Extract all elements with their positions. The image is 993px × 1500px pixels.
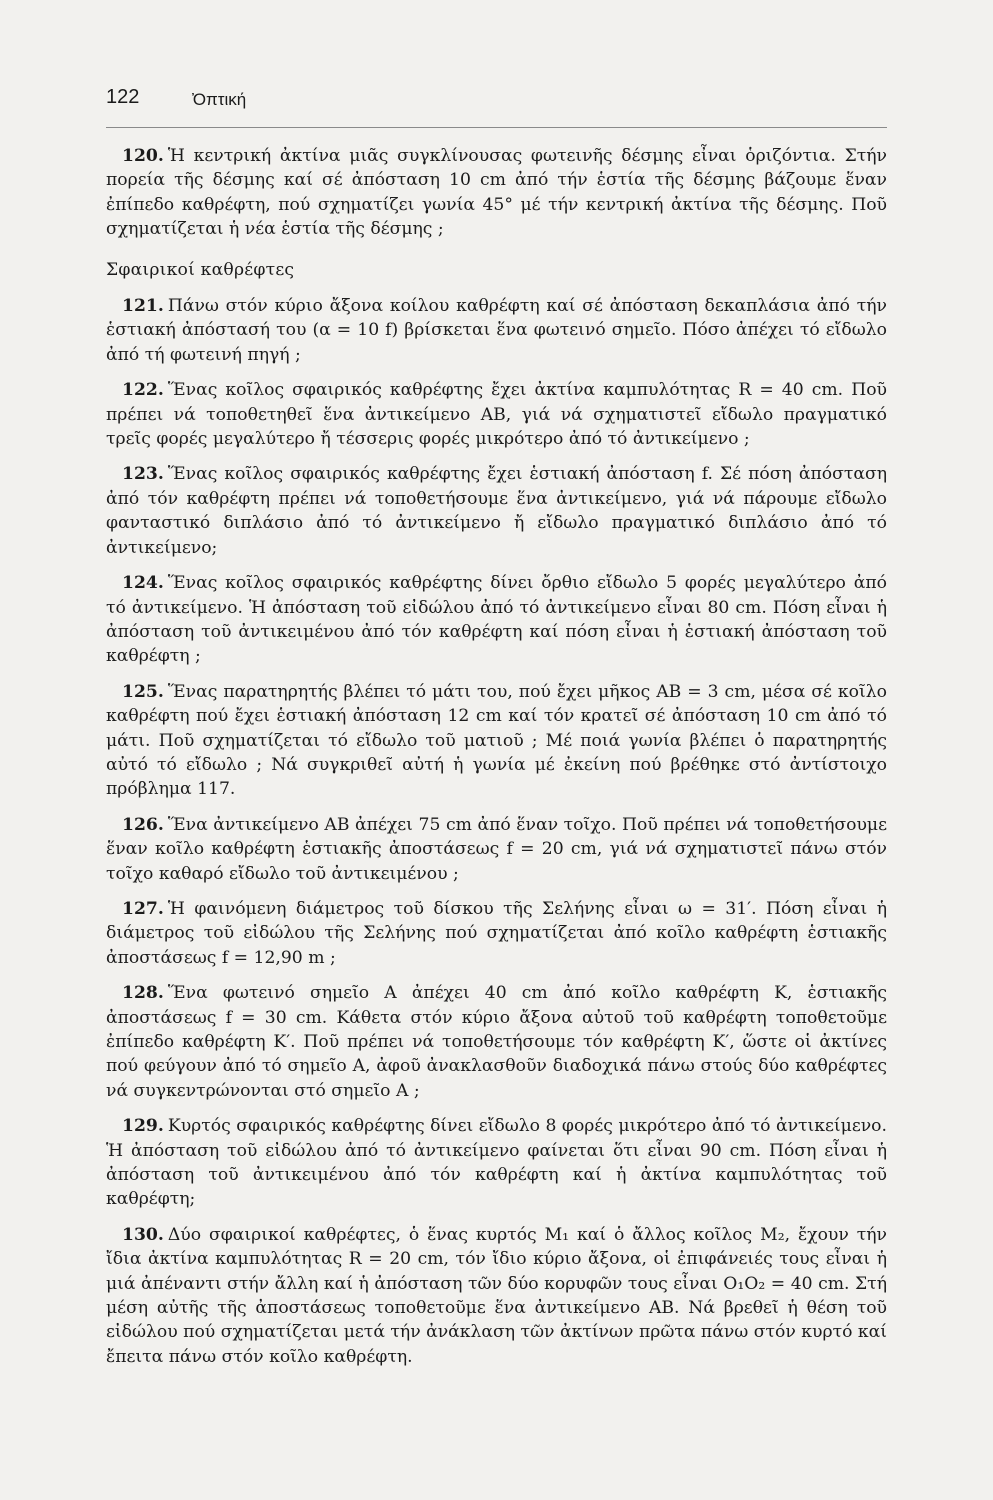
problem-number: 121.: [122, 296, 164, 317]
problem-125: [106, 680, 887, 802]
problem-text: Ἕνα φωτεινό σημεῖο A ἀπέχει 40 cm ἀπό κοῖλο καθρέφτη K, ἑστιακῆς ἀποστάσεως f = 30 cm. Κάθετα στόν κύριο ἄξονα αὐτοῦ τοῦ καθρέφτη τοποθετοῦμε ἐπίπεδο καθρέφτη K′. Ποῦ πρέπει νά τοποθετήσουμε τόν καθρέφτη K′, ὥστε οἱ ἀκτίνες πού φεύγουν ἀπό τό σημεῖο A, ἀφοῦ ἀνακλασθοῦν διαδοχικά πάνω στούς δύο καθρέφτες νά συγκεντρώνονται στό σημεῖο A ;: [106, 983, 887, 1101]
problem-number: 130.: [122, 1224, 164, 1245]
problem-120: [106, 144, 887, 242]
problem-123: [106, 462, 887, 560]
problem-text: Ἡ φαινόμενη διάμετρος τοῦ δίσκου τῆς Σελήνης εἶναι ω = 31′. Πόση εἶναι ἡ διάμετρος τοῦ εἰδώλου τῆς Σελήνης πού σχηματίζεται ἀπό κοῖλο καθρέφτη ἑστιακῆς ἀποστάσεως f = 12,90 m ;: [106, 898, 887, 968]
problem-number: 126.: [122, 814, 164, 835]
problem-text: Πάνω στόν κύριο ἄξονα κοίλου καθρέφτη καί σέ ἀπόσταση δεκαπλάσια ἀπό τήν ἑστιακή ἀπόστασή του (α = 10 f) βρίσκεται ἕνα φωτεινό σημεῖο. Πόσο ἀπέχει τό εἴδωλο ἀπό τή φωτεινή πηγή ;: [106, 296, 887, 365]
problem-text: Κυρτός σφαιρικός καθρέφτης δίνει εἴδωλο 8 φορές μικρότερο ἀπό τό ἀντικείμενο. Ἡ ἀπόσταση τοῦ εἰδώλου ἀπό τό ἀντικείμενο φαίνεται ὅτι εἶναι 90 cm. Πόση εἶναι ἡ ἀπόσταση τοῦ ἀντικειμένου ἀπό τόν καθρέφτη καί ἡ ἀκτίνα καμπυλότητας τοῦ καθρέφτη;: [106, 1116, 887, 1210]
problem-number: 120.: [122, 146, 164, 166]
problem-126: [106, 813, 887, 886]
problem-list-a: [106, 144, 887, 242]
problem-128: [106, 981, 887, 1103]
page-header: [106, 86, 886, 122]
problem-number: 123.: [122, 464, 164, 485]
problem-122: [106, 378, 887, 451]
header-rule: [106, 127, 887, 128]
problem-text: Ἕνας παρατηρητής βλέπει τό μάτι του, πού ἔχει μῆκος AB = 3 cm, μέσα σέ κοῖλο καθρέφτη πού ἔχει ἑστιακή ἀπόσταση 12 cm καί τόν κρατεῖ σέ ἀπόσταση 10 cm ἀπό τό μάτι. Ποῦ σχηματίζεται τό εἴδωλο τοῦ ματιοῦ ; Μέ ποιά γωνία βλέπει ὁ παρατηρητής αὐτό τό εἴδωλο ; Νά συγκριθεῖ αὐτή ἡ γωνία μέ ἐκείνη πού βρέθηκε στό ἀντίστοιχο πρόβλημα 117.: [106, 681, 887, 800]
problem-number: 124.: [122, 573, 164, 594]
problem-text: Δύο σφαιρικοί καθρέφτες, ὁ ἕνας κυρτός M₁ καί ὁ ἄλλος κοῖλος M₂, ἔχουν τήν ἴδια ἀκτίνα καμπυλότητας R = 20 cm, τόν ἴδιο κύριο ἄξονα, οἱ ἐπιφάνειές τους εἶναι ἡ μιά ἀπέναντι στήν ἄλλη καί ἡ ἀπόσταση τῶν δύο κορυφῶν τους εἶναι O₁O₂ = 40 cm. Στή μέση αὐτῆς τῆς ἀποστάσεως τοποθετοῦμε ἕνα ἀντικείμενο AB. Νά βρεθεῖ ἡ θέση τοῦ εἰδώλου πού σχηματίζεται μετά τήν ἀνάκλαση τῶν ἀκτίνων πρῶτα πάνω στόν κυρτό καί ἔπειτα πάνω στόν κοῖλο καθρέφτη.: [106, 1224, 887, 1367]
problem-121: [106, 294, 887, 367]
problem-text: Ἕνας κοῖλος σφαιρικός καθρέφτης ἔχει ἀκτίνα καμπυλότητας R = 40 cm. Ποῦ πρέπει νά τοποθετηθεῖ ἕνα ἀντικείμενο AB, γιά νά σχηματιστεῖ εἴδωλο πραγματικό τρεῖς φορές μεγαλύτερο ἤ τέσσερις φορές μικρότερο ἀπό τό ἀντικείμενο ;: [106, 380, 887, 450]
section-heading: Σφαιρικοί καθρέφτες: [106, 259, 295, 280]
problem-text: Ἕνας κοῖλος σφαιρικός καθρέφτης δίνει ὄρθιο εἴδωλο 5 φορές μεγαλύτερο ἀπό τό ἀντικείμενο. Ἡ ἀπόσταση τοῦ εἰδώλου ἀπό τό ἀντικείμενο εἶναι 80 cm. Πόση εἶναι ἡ ἀπόσταση τοῦ ἀντικειμένου ἀπό τόν καθρέφτη καί πόση εἶναι ἡ ἑστιακή ἀπόσταση τοῦ καθρέφτη ;: [106, 573, 887, 667]
problem-number: 127.: [122, 898, 164, 919]
page-number: 122: [106, 86, 140, 108]
problem-number: 122.: [122, 380, 164, 401]
problem-130: [106, 1223, 887, 1369]
problem-text: Ἕνα ἀντικείμενο AB ἀπέχει 75 cm ἀπό ἕναν τοῖχο. Ποῦ πρέπει νά τοποθετήσουμε ἕναν κοῖλο καθρέφτη ἑστιακῆς ἀποστάσεως f = 20 cm, γιά νά σχηματιστεῖ πάνω στόν τοῖχο καθαρό εἴδωλο τοῦ ἀντικειμένου ;: [106, 814, 887, 884]
problem-127: [106, 897, 887, 970]
problem-number: 129.: [122, 1116, 164, 1137]
problem-number: 125.: [122, 681, 164, 702]
running-title: Ὀπτική: [192, 90, 247, 109]
problem-text: Ἡ κεντρική ἀκτίνα μιᾶς συγκλίνουσας φωτεινῆς δέσμης εἶναι ὁριζόντια. Στήν πορεία τῆς δέσμης καί σέ ἀπόσταση 10 cm ἀπό τήν ἑστία τῆς δέσμης βάζουμε ἕναν ἐπίπεδο καθρέφτη, πού σχηματίζει γωνία 45° μέ τήν κεντρική ἀκτίνα τῆς δέσμης. Ποῦ σχηματίζεται ἡ νέα ἑστία τῆς δέσμης ;: [106, 146, 887, 240]
problem-124: [106, 571, 887, 669]
page-body: [106, 144, 887, 1380]
problem-text: Ἕνας κοῖλος σφαιρικός καθρέφτης ἔχει ἑστιακή ἀπόσταση f. Σέ πόση ἀπόσταση ἀπό τόν καθρέφτη πρέπει νά τοποθετήσουμε ἕνα ἀντικείμενο, γιά νά πάρουμε εἴδωλο φανταστικό διπλάσιο ἀπό τό ἀντικείμενο ἤ εἴδωλο πραγματικό διπλάσιο ἀπό τό ἀντικείμενο;: [106, 464, 887, 558]
problem-129: [106, 1114, 887, 1212]
problem-number: 128.: [122, 983, 164, 1004]
problem-list-b: [106, 294, 887, 1369]
